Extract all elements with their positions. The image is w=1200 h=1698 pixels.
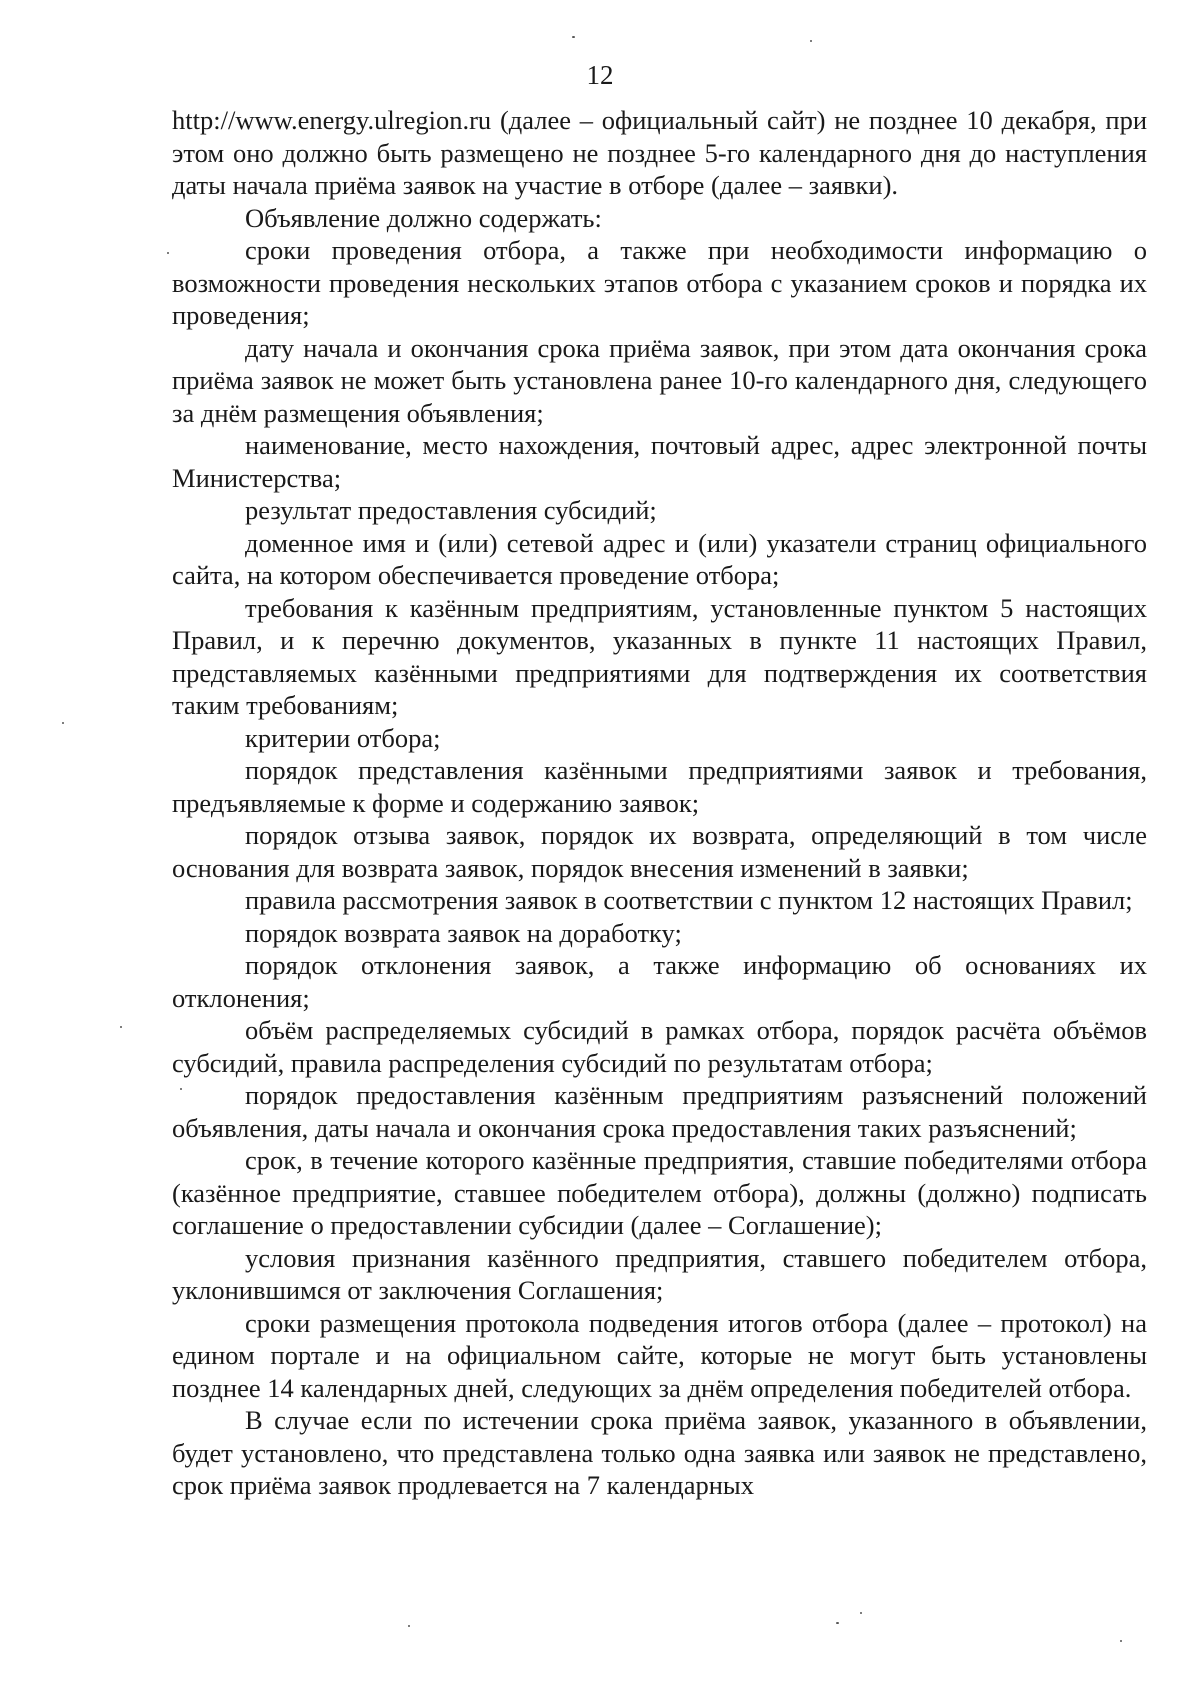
paragraph-item: порядок отзыва заявок, порядок их возврата, определяющий в том числе основания для возврата заявок, порядок внесения изменений в заявки; [172,820,1147,883]
scan-speck [62,722,64,724]
paragraph-item: объём распределяемых субсидий в рамках отбора, порядок расчёта объёмов субсидий, правила распределения субсидий по результатам отбора; [172,1015,1147,1078]
document-body [172,104,1147,1502]
paragraph-item: условия признания казённого предприятия, ставшего победителем отбора, уклонившимся от заключения Соглашения; [172,1242,1147,1305]
scan-speck [408,1625,410,1627]
paragraph-item: требования к казённым предприятиям, установленные пунктом 5 настоящих Правил, и к перечню документов, указанных в пункте 11 настоящих Правил, представляемых казёнными предприятиями для подтверждения их соответствия таким требованиям; [172,592,1147,720]
paragraph-item: порядок предоставления казённым предприятиям разъяснений положений объявления, даты начала и окончания срока предоставления таких разъяснений; [172,1080,1147,1143]
page-number: 12 [586,60,614,90]
scan-speck [810,40,812,42]
paragraph-item: доменное имя и (или) сетевой адрес и (или) указатели страниц официального сайта, на котором обеспечивается проведение отбора; [172,527,1147,590]
paragraph-intro: http://www.energy.ulregion.ru (далее – официальный сайт) не позднее 10 декабря, при этом оно должно быть размещено не позднее 5-го календарного дня до наступления даты начала приёма заявок на участие в отборе (далее – заявки). [172,105,1147,200]
paragraph-item: сроки проведения отбора, а также при необходимости информацию о возможности проведения нескольких этапов отбора с указанием сроков и порядка их проведения; [172,235,1147,330]
paragraph-item: наименование, место нахождения, почтовый адрес, адрес электронной почты Министерства; [172,430,1147,493]
paragraph-item: порядок отклонения заявок, а также информацию об основаниях их отклонения; [172,950,1147,1013]
paragraph-item: правила рассмотрения заявок в соответствии с пунктом 12 настоящих Правил; [245,885,1133,915]
paragraph-closing: В случае если по истечении срока приёма заявок, указанного в объявлении, будет установлено, что представлена только одна заявка или заявок не представлено, срок приёма заявок продлевается на 7 календарных [172,1405,1147,1500]
paragraph-item: критерии отбора; [245,722,441,753]
scan-speck [860,1612,862,1614]
paragraph-item: порядок возврата заявок на доработку; [245,917,682,948]
scan-speck [836,1622,839,1624]
paragraph-item: сроки размещения протокола подведения итогов отбора (далее – протокол) на едином портале и на официальном сайте, которые не могут быть установлены позднее 14 календарных дней, следующих за днём определения победителей отбора. [172,1307,1147,1403]
paragraph-item: дату начала и окончания срока приёма заявок, при этом дата окончания срока приёма заявок не может быть установлена ранее 10-го календарного дня, следующего за днём размещения объявления; [172,332,1147,428]
paragraph-announcement-heading: Объявление должно содержать: [245,202,602,233]
scan-speck [167,252,169,254]
scan-speck [1120,1640,1122,1642]
scan-speck [120,1026,122,1028]
scan-speck [180,1088,182,1090]
scan-speck [572,36,575,38]
paragraph-item: срок, в течение которого казённые предприятия, ставшие победителями отбора (казённое предприятие, ставшее победителем отбора), должны (должно) подписать соглашение о предоставлении субсидии (далее – Соглашение); [172,1145,1147,1240]
paragraph-item: порядок представления казёнными предприятиями заявок и требования, предъявляемые к форме и содержанию заявок; [172,755,1147,818]
paragraph-item: результат предоставления субсидий; [245,495,657,525]
